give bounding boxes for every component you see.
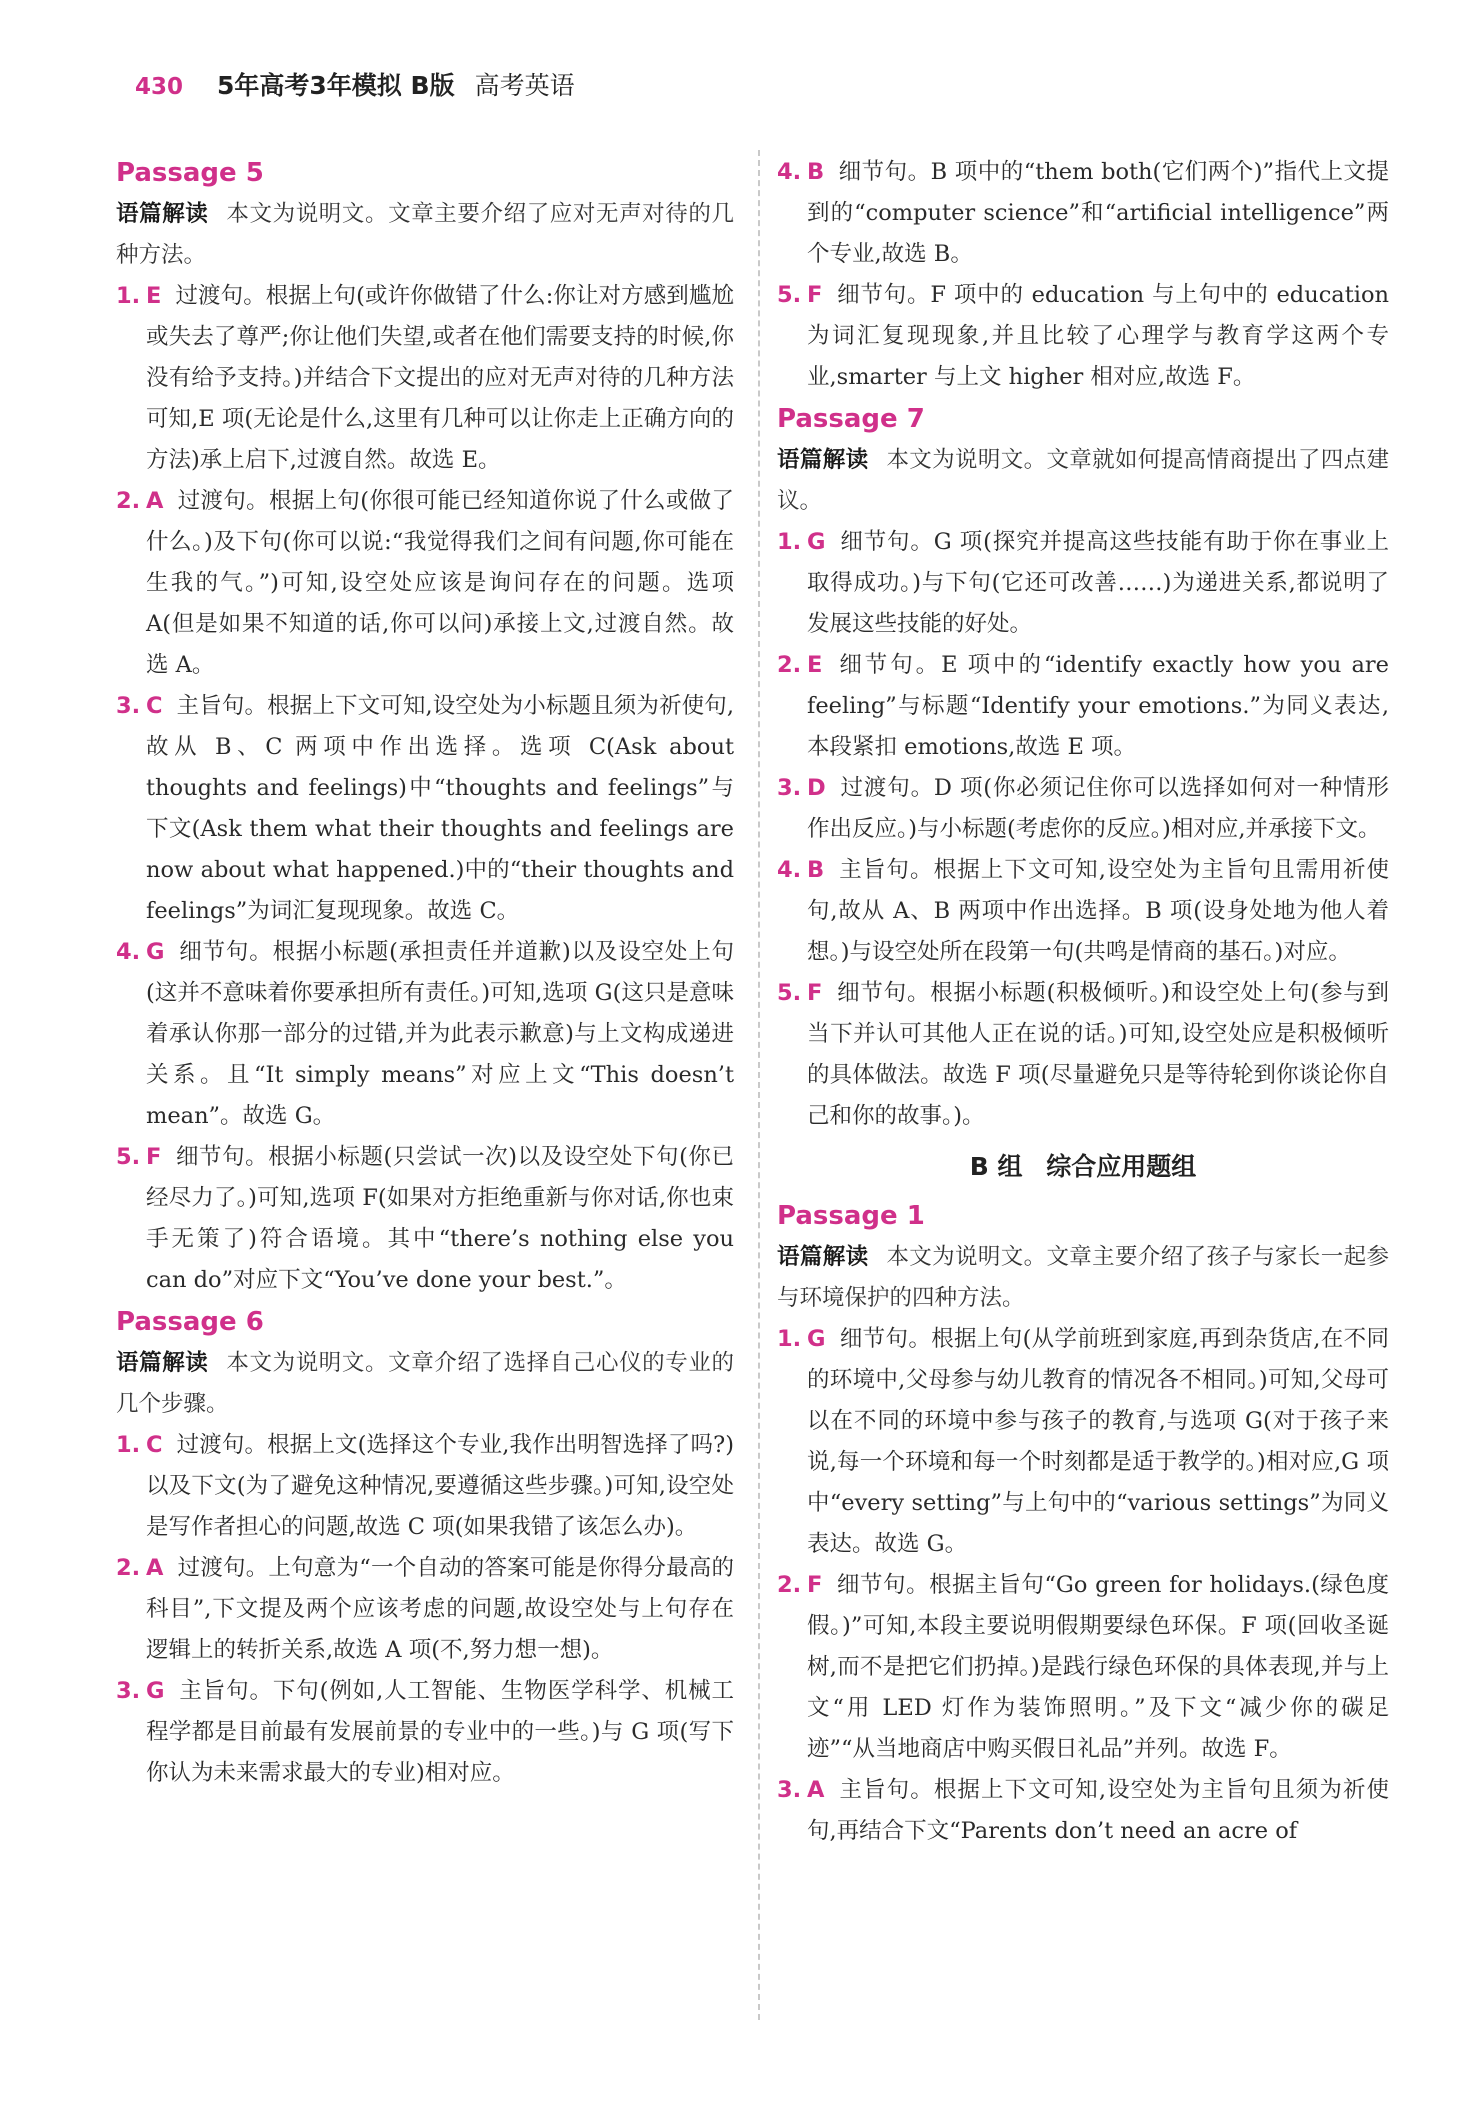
answer-explanation: 主旨句。根据上下文可知,设空处为小标题且须为祈使句,故从 B、C 两项中作出选择。选项 C(Ask about thoughts and feelings)中“thoughts and feelings”与下文(Ask them what their thoughts and feelings are now about what happened.)中的“their thoughts and feelings”为词汇复现现象。故选 C。 xyxy=(146,693,734,924)
answer-letter: C xyxy=(146,693,163,719)
page-number: 430 xyxy=(135,74,184,100)
answer-item xyxy=(116,276,734,481)
answer-number: 4. xyxy=(777,159,802,185)
answer-number: 1. xyxy=(116,1432,141,1458)
summary-text: 本文为说明文。文章介绍了选择自己心仪的专业的几个步骤。 xyxy=(116,1350,734,1417)
answer-letter: B xyxy=(807,857,825,883)
answer-number: 1. xyxy=(777,529,802,555)
passage-summary xyxy=(116,194,734,276)
answer-explanation: 细节句。根据小标题(承担责任并道歉)以及设空处上句(这并不意味着你要承担所有责任。)可知,选项 G(这只是意味着承认你那一部分的过错,并为此表示歉意)与上文构成递进关系。且“It simply means”对应上文“This doesn’t mean”。故选 G。 xyxy=(146,939,734,1129)
answer-letter: A xyxy=(807,1777,825,1803)
answer-item xyxy=(777,973,1389,1137)
answer-letter: F xyxy=(807,1572,823,1598)
answer-explanation: 过渡句。D 项(你必须记住你可以选择如何对一种情形作出反应。)与小标题(考虑你的反应。)相对应,并承接下文。 xyxy=(807,775,1389,842)
group-label: B 组 xyxy=(969,1152,1023,1181)
group-title: 综合应用题组 xyxy=(1046,1152,1197,1181)
answer-number: 5. xyxy=(116,1144,141,1170)
passage-title: Passage 7 xyxy=(777,404,925,434)
answer-letter: A xyxy=(146,488,164,514)
answer-item xyxy=(116,1425,734,1548)
answer-explanation: 细节句。根据上句(从学前班到家庭,再到杂货店,在不同的环境中,父母参与幼儿教育的情况各不相同。)可知,父母可以在不同的环境中参与孩子的教育,与选项 G(对于孩子来说,每一个环境和每一个时刻都是适于教学的。)相对应,G 项中“every setting”与上句中的“various settings”为同义表达。故选 G。 xyxy=(807,1326,1389,1557)
answer-explanation: 细节句。B 项中的“them both(它们两个)”指代上文提到的“computer science”和“artificial intelligence”两个专业,故选 B。 xyxy=(807,159,1389,267)
answer-letter: A xyxy=(146,1555,164,1581)
passage-summary xyxy=(116,1343,734,1425)
answer-letter: C xyxy=(146,1432,163,1458)
summary-label: 语篇解读 xyxy=(116,201,209,227)
answer-number: 2. xyxy=(777,652,802,678)
answer-explanation: 细节句。根据小标题(只尝试一次)以及设空处下句(你已经尽力了。)可知,选项 F(如果对方拒绝重新与你对话,你也束手无策了)符合语境。其中“there’s nothing else you can do”对应下文“You’ve done your best.”。 xyxy=(146,1144,734,1293)
answer-item xyxy=(116,481,734,686)
answer-number: 3. xyxy=(116,693,141,719)
answer-explanation: 细节句。G 项(探究并提高这些技能有助于你在事业上取得成功。)与下句(它还可改善……)为递进关系,都说明了发展这些技能的好处。 xyxy=(807,529,1389,637)
passage-summary xyxy=(777,440,1389,522)
passage-title: Passage 6 xyxy=(116,1307,264,1337)
answer-number: 2. xyxy=(116,488,141,514)
answer-explanation: 细节句。F 项中的 education 与上句中的 education 为词汇复现现象,并且比较了心理学与教育学这两个专业,smarter 与上文 higher 相对应,故选 F。 xyxy=(807,282,1389,390)
summary-label: 语篇解读 xyxy=(777,1244,869,1270)
answer-letter: E xyxy=(807,652,823,678)
summary-text: 本文为说明文。文章主要介绍了应对无声对待的几种方法。 xyxy=(116,201,734,268)
right-column xyxy=(777,152,1389,1852)
answer-item xyxy=(777,1565,1389,1770)
book-title: 5年高考3年模拟 B版 xyxy=(217,71,455,100)
answer-number: 5. xyxy=(777,980,802,1006)
answer-item xyxy=(116,1548,734,1671)
column-divider xyxy=(758,150,760,2020)
answer-item xyxy=(777,1770,1389,1852)
left-column xyxy=(116,152,734,1794)
answer-explanation: 主旨句。根据上下文可知,设空处为主旨句且需用祈使句,故从 A、B 两项中作出选择。B 项(设身处地为他人着想。)与设空处所在段第一句(共鸣是情商的基石。)对应。 xyxy=(807,857,1389,965)
page-header xyxy=(135,66,575,110)
answer-letter: G xyxy=(146,1678,165,1704)
answer-number: 2. xyxy=(777,1572,802,1598)
answer-letter: G xyxy=(146,939,165,965)
answer-number: 1. xyxy=(116,283,141,309)
answer-number: 3. xyxy=(116,1678,141,1704)
answer-item xyxy=(777,768,1389,850)
answer-item xyxy=(116,1671,734,1794)
answer-letter: F xyxy=(807,980,823,1006)
answer-item xyxy=(777,522,1389,645)
answer-explanation: 细节句。根据主旨句“Go green for holidays.(绿色度假。)”可知,本段主要说明假期要绿色环保。F 项(回收圣诞树,而不是把它们扔掉。)是践行绿色环保的具体表现,并与上文“用 LED 灯作为装饰照明。”及下文“减少你的碳足迹”“从当地商店中购买假日礼品”并列。故选 F。 xyxy=(807,1572,1389,1762)
answer-item xyxy=(777,152,1389,275)
summary-label: 语篇解读 xyxy=(116,1350,209,1376)
answer-item xyxy=(116,686,734,932)
answer-letter: G xyxy=(807,529,826,555)
answer-item xyxy=(777,275,1389,398)
answer-explanation: 过渡句。根据上句(或许你做错了什么:你让对方感到尴尬或失去了尊严;你让他们失望,或者在他们需要支持的时候,你没有给予支持。)并结合下文提出的应对无声对待的几种方法可知,E 项(无论是什么,这里有几种可以让你走上正确方向的方法)承上启下,过渡自然。故选 E。 xyxy=(146,283,734,473)
summary-text: 本文为说明文。文章主要介绍了孩子与家长一起参与环境保护的四种方法。 xyxy=(777,1244,1389,1311)
answer-item xyxy=(777,850,1389,973)
group-heading xyxy=(777,1145,1389,1189)
summary-label: 语篇解读 xyxy=(777,447,869,473)
answer-letter: B xyxy=(807,159,825,185)
answer-letter: F xyxy=(807,282,823,308)
answer-item xyxy=(116,1137,734,1301)
answer-letter: D xyxy=(807,775,826,801)
passage-summary xyxy=(777,1237,1389,1319)
answer-number: 4. xyxy=(777,857,802,883)
passage-title: Passage 1 xyxy=(777,1201,925,1231)
summary-text: 本文为说明文。文章就如何提高情商提出了四点建议。 xyxy=(777,447,1389,514)
answer-number: 3. xyxy=(777,775,802,801)
answer-number: 3. xyxy=(777,1777,802,1803)
answer-letter: F xyxy=(146,1144,162,1170)
answer-explanation: 细节句。根据小标题(积极倾听。)和设空处上句(参与到当下并认可其他人正在说的话。)可知,设空处应是积极倾听的具体做法。故选 F 项(尽量避免只是等待轮到你谈论你自己和你的故事。)。 xyxy=(807,980,1389,1129)
answer-item xyxy=(777,645,1389,768)
answer-item xyxy=(777,1319,1389,1565)
passage-title: Passage 5 xyxy=(116,158,264,188)
answer-letter: E xyxy=(146,283,162,309)
answer-explanation: 过渡句。上句意为“一个自动的答案可能是你得分最高的科目”,下文提及两个应该考虑的问题,故设空处与上句存在逻辑上的转折关系,故选 A 项(不,努力想一想)。 xyxy=(146,1555,734,1663)
answer-explanation: 主旨句。下句(例如,人工智能、生物医学科学、机械工程学都是目前最有发展前景的专业中的一些。)与 G 项(写下你认为未来需求最大的专业)相对应。 xyxy=(146,1678,734,1786)
answer-explanation: 主旨句。根据上下文可知,设空处为主旨句且须为祈使句,再结合下文“Parents don’t need an acre of xyxy=(807,1777,1389,1844)
answer-explanation: 过渡句。根据上句(你很可能已经知道你说了什么或做了什么。)及下句(你可以说:“我觉得我们之间有问题,你可能在生我的气。”)可知,设空处应该是询问存在的问题。选项 A(但是如果不知道的话,你可以问)承接上文,过渡自然。故选 A。 xyxy=(146,488,734,678)
answer-explanation: 细节句。E 项中的“identify exactly how you are feeling”与标题“Identify your emotions.”为同义表达,本段紧扣 emotions,故选 E 项。 xyxy=(807,652,1389,760)
answer-number: 2. xyxy=(116,1555,141,1581)
answer-number: 4. xyxy=(116,939,141,965)
answer-number: 5. xyxy=(777,282,802,308)
answer-explanation: 过渡句。根据上文(选择这个专业,我作出明智选择了吗?)以及下文(为了避免这种情况,要遵循这些步骤。)可知,设空处是写作者担心的问题,故选 C 项(如果我错了该怎么办)。 xyxy=(146,1432,734,1540)
answer-item xyxy=(116,932,734,1137)
book-subject: 高考英语 xyxy=(474,71,575,100)
answer-letter: G xyxy=(807,1326,826,1352)
answer-number: 1. xyxy=(777,1326,802,1352)
